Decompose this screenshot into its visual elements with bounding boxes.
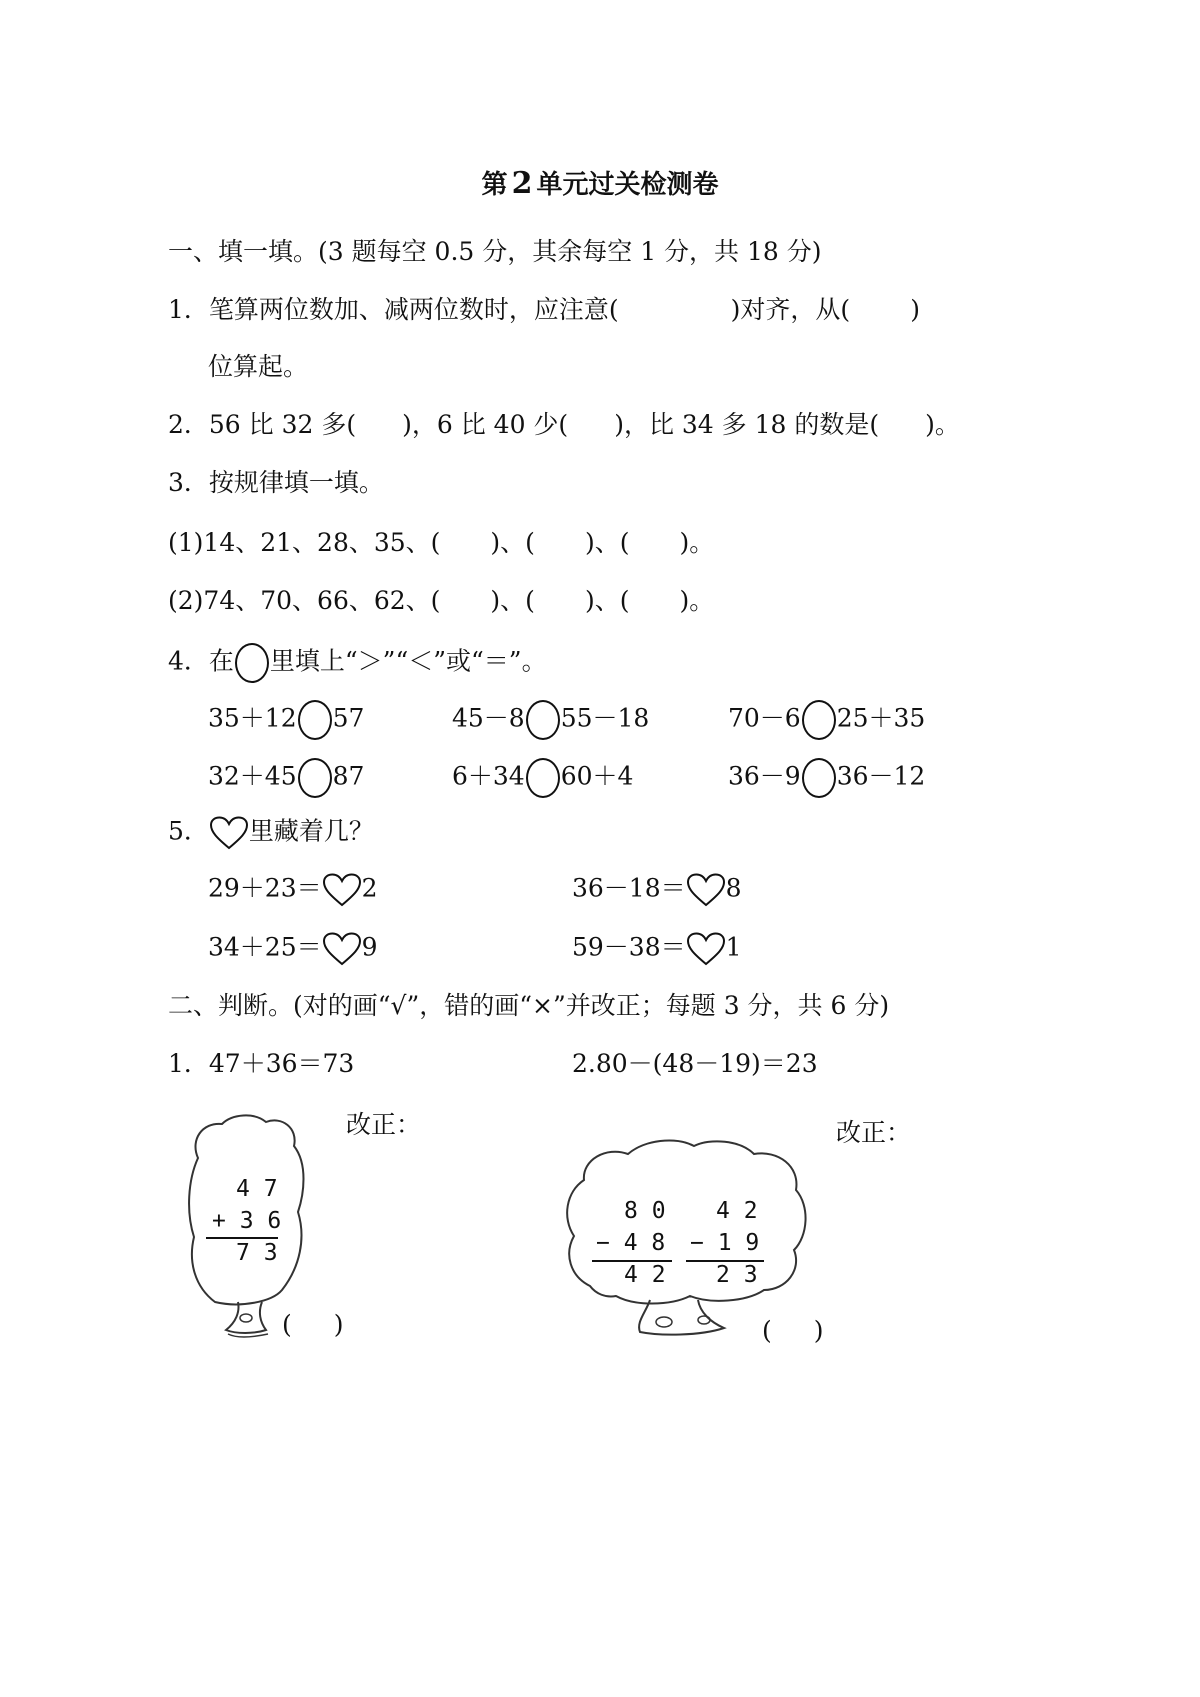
title-number: 2 bbox=[511, 166, 533, 201]
p2-q2-fix-label: 改正： bbox=[836, 1118, 912, 1147]
q4-item-left: 35＋12 bbox=[208, 703, 297, 733]
q1-text-a: 1．笔算两位数加、减两位数时，应注意( bbox=[168, 295, 619, 324]
q1-text-c: ) bbox=[910, 295, 920, 324]
paren-open: ( bbox=[282, 1310, 292, 1339]
q4-item-right: 57 bbox=[332, 703, 365, 733]
heart-input[interactable] bbox=[686, 873, 726, 907]
q3-seq1-end: )。 bbox=[679, 528, 715, 557]
q5-item-right: 2 bbox=[361, 873, 378, 903]
q5-item bbox=[208, 873, 378, 907]
q4-item bbox=[452, 758, 633, 798]
q4-heading-a: 4．在 bbox=[168, 646, 234, 676]
q2-text-d: )。 bbox=[925, 410, 960, 439]
compare-circle-input[interactable] bbox=[298, 700, 332, 740]
circle-icon bbox=[235, 643, 269, 683]
q5-item-left: 29＋23＝ bbox=[208, 873, 322, 903]
q4-item-left: 6＋34 bbox=[452, 761, 525, 791]
q4-heading-b: 里填上“＞”“＜”或“＝”。 bbox=[269, 646, 547, 676]
q4-item bbox=[728, 758, 925, 798]
calc-2b-row-1: 4 2 bbox=[716, 1198, 758, 1224]
part1-heading: 一、填一填。(3 题每空 0.5 分，其余每空 1 分，共 18 分) bbox=[168, 237, 822, 266]
q3-seq1-sep: )、( bbox=[584, 528, 630, 557]
q1-line1 bbox=[168, 295, 920, 325]
q2-text-b: )，6 比 40 少( bbox=[402, 410, 569, 439]
q4-item-right: 60＋4 bbox=[560, 761, 634, 791]
q5-item-left: 34＋25＝ bbox=[208, 932, 322, 962]
q3-heading: 3．按规律填一填。 bbox=[168, 468, 384, 497]
part2-heading: 二、判断。(对的画“√”，错的画“×”并改正；每题 3 分，共 6 分) bbox=[168, 991, 890, 1020]
q5-item bbox=[208, 932, 378, 966]
q4-item bbox=[452, 700, 649, 740]
calc-2a-row-2: − 4 8 bbox=[596, 1230, 666, 1256]
q1-text-b: )对齐，从( bbox=[730, 295, 851, 324]
q4-item bbox=[728, 700, 925, 740]
calc-1-row-2: + 3 6 bbox=[212, 1208, 282, 1234]
title-prefix: 第 bbox=[481, 170, 508, 200]
q4-item-left: 70－6 bbox=[728, 703, 801, 733]
q4-heading bbox=[168, 643, 547, 683]
q1-line2: 位算起。 bbox=[208, 352, 309, 381]
q4-item bbox=[208, 758, 364, 798]
paren-close: ) bbox=[333, 1310, 344, 1339]
q4-item-left: 45－8 bbox=[452, 703, 525, 733]
paren-open: ( bbox=[762, 1316, 772, 1345]
q5-item bbox=[572, 932, 742, 966]
q5-item-right: 1 bbox=[725, 932, 742, 962]
q2-text-c: )，比 34 多 18 的数是( bbox=[614, 410, 880, 439]
q5-item-right: 8 bbox=[725, 873, 742, 903]
q5-heading bbox=[168, 816, 374, 850]
q3-seq1-start: (1)14、21、28、35、( bbox=[168, 528, 441, 557]
p2-q2-answer bbox=[762, 1316, 824, 1346]
compare-circle-input[interactable] bbox=[802, 758, 836, 798]
q5-heading-b: 里藏着几？ bbox=[248, 816, 374, 846]
heart-input[interactable] bbox=[322, 873, 362, 907]
page-title bbox=[0, 164, 1200, 201]
q4-item bbox=[208, 700, 364, 740]
paren-close: ) bbox=[813, 1316, 824, 1345]
calc-1-row-1: 4 7 bbox=[236, 1176, 278, 1202]
calc-2b-row-2: − 1 9 bbox=[690, 1230, 760, 1256]
q3-seq2-sep: )、( bbox=[490, 586, 535, 615]
q5-item bbox=[572, 873, 742, 907]
q2-text-a: 2．56 比 32 多( bbox=[168, 410, 357, 439]
compare-circle-input[interactable] bbox=[802, 700, 836, 740]
q4-item-right: 25＋35 bbox=[836, 703, 926, 733]
q4-item-right: 36－12 bbox=[836, 761, 926, 791]
q4-item-left: 36－9 bbox=[728, 761, 801, 791]
p2-q1-text: 1．47＋36＝73 bbox=[168, 1049, 355, 1078]
q5-heading-a: 5． bbox=[168, 816, 209, 846]
q2-line bbox=[168, 410, 960, 440]
heart-input[interactable] bbox=[686, 932, 726, 966]
q3-seq2 bbox=[168, 586, 714, 616]
q4-item-left: 32＋45 bbox=[208, 761, 297, 791]
compare-circle-input[interactable] bbox=[526, 700, 560, 740]
p2-q1-answer bbox=[282, 1310, 344, 1340]
p2-q1-fix-label: 改正： bbox=[346, 1110, 422, 1139]
calc-2a-row-1: 8 0 bbox=[624, 1198, 666, 1224]
q5-item-left: 59－38＝ bbox=[572, 932, 686, 962]
calc-2a-row-3: 4 2 bbox=[624, 1262, 666, 1288]
q3-seq2-sep: )、( bbox=[584, 586, 630, 615]
title-suffix: 单元过关检测卷 bbox=[536, 170, 719, 200]
calc-2b-row-3: 2 3 bbox=[716, 1262, 758, 1288]
heart-icon bbox=[209, 816, 249, 850]
q5-item-left: 36－18＝ bbox=[572, 873, 686, 903]
heart-input[interactable] bbox=[322, 932, 362, 966]
calc-1-row-3: 7 3 bbox=[236, 1240, 278, 1266]
q4-item-right: 87 bbox=[332, 761, 365, 791]
compare-circle-input[interactable] bbox=[298, 758, 332, 798]
q3-seq1-sep: )、( bbox=[490, 528, 535, 557]
q3-seq1 bbox=[168, 528, 714, 558]
compare-circle-input[interactable] bbox=[526, 758, 560, 798]
q3-seq2-end: )。 bbox=[679, 586, 715, 615]
q3-seq2-start: (2)74、70、66、62、( bbox=[168, 586, 441, 615]
q5-item-right: 9 bbox=[361, 932, 378, 962]
q4-item-right: 55－18 bbox=[560, 703, 650, 733]
p2-q2-text: 2.80－(48－19)＝23 bbox=[572, 1049, 818, 1078]
